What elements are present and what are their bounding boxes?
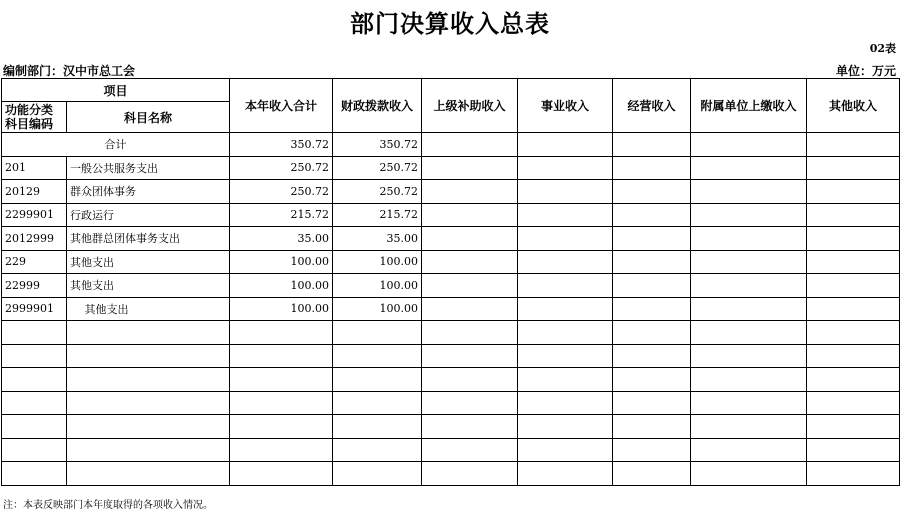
amount-cell: 250.72 bbox=[230, 156, 333, 180]
amount-cell bbox=[422, 180, 518, 204]
compiling-department: 编制部门：汉中市总工会 bbox=[3, 64, 136, 78]
empty-cell bbox=[691, 344, 807, 368]
amount-cell: 100.00 bbox=[333, 250, 422, 274]
empty-cell bbox=[67, 462, 230, 486]
empty-cell bbox=[807, 462, 900, 486]
amount-cell bbox=[518, 227, 613, 251]
subject-code: 2012999 bbox=[2, 227, 67, 251]
subject-name: 群众团体事务 bbox=[67, 180, 230, 204]
amount-cell: 100.00 bbox=[333, 297, 422, 321]
empty-cell bbox=[67, 344, 230, 368]
amount-cell bbox=[807, 297, 900, 321]
header-row-1 bbox=[2, 79, 900, 102]
amount-cell bbox=[691, 180, 807, 204]
total-value bbox=[518, 133, 613, 157]
empty-cell bbox=[613, 368, 691, 392]
empty-cell bbox=[422, 391, 518, 415]
empty-cell bbox=[807, 391, 900, 415]
total-label: 合计 bbox=[2, 133, 230, 157]
empty-cell bbox=[2, 368, 67, 392]
amount-cell bbox=[807, 203, 900, 227]
empty-cell bbox=[333, 344, 422, 368]
amount-cell bbox=[807, 227, 900, 251]
total-row bbox=[2, 133, 900, 157]
table-row bbox=[2, 203, 900, 227]
empty-cell bbox=[333, 462, 422, 486]
amount-cell bbox=[613, 203, 691, 227]
empty-row bbox=[2, 344, 900, 368]
empty-cell bbox=[613, 321, 691, 345]
empty-cell bbox=[518, 368, 613, 392]
empty-cell bbox=[691, 438, 807, 462]
empty-row bbox=[2, 391, 900, 415]
amount-cell: 100.00 bbox=[333, 274, 422, 298]
amount-cell bbox=[807, 180, 900, 204]
amount-cell bbox=[518, 297, 613, 321]
revenue-table bbox=[1, 78, 900, 486]
total-value bbox=[691, 133, 807, 157]
subject-code: 22999 bbox=[2, 274, 67, 298]
empty-cell bbox=[518, 438, 613, 462]
amount-cell bbox=[422, 297, 518, 321]
empty-cell bbox=[230, 321, 333, 345]
col-header: 本年收入合计 bbox=[230, 79, 333, 133]
total-value bbox=[807, 133, 900, 157]
amount-cell bbox=[613, 297, 691, 321]
amount-cell bbox=[422, 250, 518, 274]
empty-cell bbox=[518, 415, 613, 439]
amount-cell: 215.72 bbox=[333, 203, 422, 227]
col-header: 上级补助收入 bbox=[422, 79, 518, 133]
empty-row bbox=[2, 462, 900, 486]
func-code-header bbox=[2, 102, 67, 133]
empty-cell bbox=[230, 415, 333, 439]
subject-name: 其他支出 bbox=[67, 274, 230, 298]
empty-cell bbox=[2, 391, 67, 415]
empty-cell bbox=[67, 415, 230, 439]
empty-cell bbox=[230, 391, 333, 415]
subject-name: 行政运行 bbox=[67, 203, 230, 227]
empty-cell bbox=[613, 462, 691, 486]
amount-cell bbox=[613, 180, 691, 204]
amount-cell: 35.00 bbox=[333, 227, 422, 251]
amount-cell bbox=[691, 250, 807, 274]
form-number: 02表 bbox=[869, 42, 896, 55]
amount-cell bbox=[807, 274, 900, 298]
subject-code: 2299901 bbox=[2, 203, 67, 227]
func-code-header-line2: 科目编码 bbox=[5, 117, 54, 131]
amount-cell bbox=[807, 156, 900, 180]
empty-cell bbox=[691, 321, 807, 345]
amount-cell: 250.72 bbox=[230, 180, 333, 204]
amount-cell bbox=[691, 274, 807, 298]
empty-cell bbox=[230, 462, 333, 486]
empty-cell bbox=[333, 368, 422, 392]
col-header: 财政拨款收入 bbox=[333, 79, 422, 133]
amount-cell bbox=[691, 156, 807, 180]
table-row bbox=[2, 227, 900, 251]
empty-cell bbox=[518, 344, 613, 368]
empty-cell bbox=[807, 415, 900, 439]
amount-cell bbox=[422, 203, 518, 227]
report-title: 部门决算收入总表 bbox=[350, 9, 550, 38]
empty-cell bbox=[807, 321, 900, 345]
empty-cell bbox=[2, 321, 67, 345]
empty-cell bbox=[333, 415, 422, 439]
amount-cell bbox=[691, 227, 807, 251]
table-row bbox=[2, 250, 900, 274]
empty-cell bbox=[333, 321, 422, 345]
empty-cell bbox=[422, 462, 518, 486]
empty-cell bbox=[2, 415, 67, 439]
total-value: 350.72 bbox=[230, 133, 333, 157]
amount-cell bbox=[691, 203, 807, 227]
item-header: 项目 bbox=[2, 79, 230, 102]
col-header: 事业收入 bbox=[518, 79, 613, 133]
empty-cell bbox=[422, 321, 518, 345]
empty-row bbox=[2, 415, 900, 439]
total-value: 350.72 bbox=[333, 133, 422, 157]
subject-name: 其他支出 bbox=[67, 297, 230, 321]
amount-cell bbox=[518, 203, 613, 227]
total-value bbox=[422, 133, 518, 157]
amount-cell bbox=[613, 274, 691, 298]
empty-cell bbox=[691, 391, 807, 415]
empty-cell bbox=[2, 462, 67, 486]
table-row bbox=[2, 297, 900, 321]
empty-cell bbox=[67, 368, 230, 392]
amount-cell bbox=[518, 250, 613, 274]
subject-code: 229 bbox=[2, 250, 67, 274]
empty-cell bbox=[230, 344, 333, 368]
empty-cell bbox=[2, 344, 67, 368]
subject-code: 201 bbox=[2, 156, 67, 180]
empty-cell bbox=[518, 391, 613, 415]
empty-cell bbox=[518, 321, 613, 345]
empty-cell bbox=[807, 344, 900, 368]
table-row bbox=[2, 180, 900, 204]
table-row bbox=[2, 274, 900, 298]
subject-name: 一般公共服务支出 bbox=[67, 156, 230, 180]
amount-cell: 35.00 bbox=[230, 227, 333, 251]
empty-cell bbox=[230, 438, 333, 462]
empty-cell bbox=[422, 438, 518, 462]
empty-cell bbox=[422, 415, 518, 439]
empty-cell bbox=[230, 368, 333, 392]
amount-cell bbox=[613, 156, 691, 180]
amount-cell: 250.72 bbox=[333, 180, 422, 204]
empty-cell bbox=[691, 368, 807, 392]
amount-cell bbox=[518, 156, 613, 180]
empty-cell bbox=[807, 438, 900, 462]
amount-cell: 250.72 bbox=[333, 156, 422, 180]
empty-cell bbox=[422, 368, 518, 392]
footnote: 注：本表反映部门本年度取得的各项收入情况。 bbox=[3, 500, 213, 511]
amount-cell bbox=[422, 156, 518, 180]
func-code-header-line1: 功能分类 bbox=[5, 103, 54, 117]
table-row bbox=[2, 156, 900, 180]
amount-cell bbox=[518, 180, 613, 204]
subject-name: 其他群总团体事务支出 bbox=[67, 227, 230, 251]
amount-cell: 215.72 bbox=[230, 203, 333, 227]
amount-cell bbox=[422, 227, 518, 251]
empty-cell bbox=[613, 438, 691, 462]
amount-cell: 100.00 bbox=[230, 250, 333, 274]
col-header: 经营收入 bbox=[613, 79, 691, 133]
col-header: 附属单位上缴收入 bbox=[691, 79, 807, 133]
empty-cell bbox=[807, 368, 900, 392]
total-value bbox=[613, 133, 691, 157]
empty-cell bbox=[691, 462, 807, 486]
empty-cell bbox=[691, 415, 807, 439]
empty-cell bbox=[67, 391, 230, 415]
empty-cell bbox=[422, 344, 518, 368]
amount-cell bbox=[613, 227, 691, 251]
amount-cell bbox=[518, 274, 613, 298]
empty-cell bbox=[67, 321, 230, 345]
subject-code: 2999901 bbox=[2, 297, 67, 321]
empty-row bbox=[2, 438, 900, 462]
empty-cell bbox=[333, 391, 422, 415]
amount-cell bbox=[807, 250, 900, 274]
empty-cell bbox=[2, 438, 67, 462]
empty-cell bbox=[333, 438, 422, 462]
empty-cell bbox=[518, 462, 613, 486]
empty-cell bbox=[67, 438, 230, 462]
empty-row bbox=[2, 368, 900, 392]
empty-cell bbox=[613, 415, 691, 439]
amount-cell: 100.00 bbox=[230, 297, 333, 321]
amount-cell bbox=[422, 274, 518, 298]
amount-cell bbox=[691, 297, 807, 321]
subject-name: 其他支出 bbox=[67, 250, 230, 274]
empty-cell bbox=[613, 391, 691, 415]
subject-name-header: 科目名称 bbox=[67, 102, 230, 133]
subject-code: 20129 bbox=[2, 180, 67, 204]
empty-cell bbox=[613, 344, 691, 368]
col-header: 其他收入 bbox=[807, 79, 900, 133]
unit-label: 单位：万元 bbox=[835, 64, 896, 78]
amount-cell bbox=[613, 250, 691, 274]
empty-row bbox=[2, 321, 900, 345]
amount-cell: 100.00 bbox=[230, 274, 333, 298]
